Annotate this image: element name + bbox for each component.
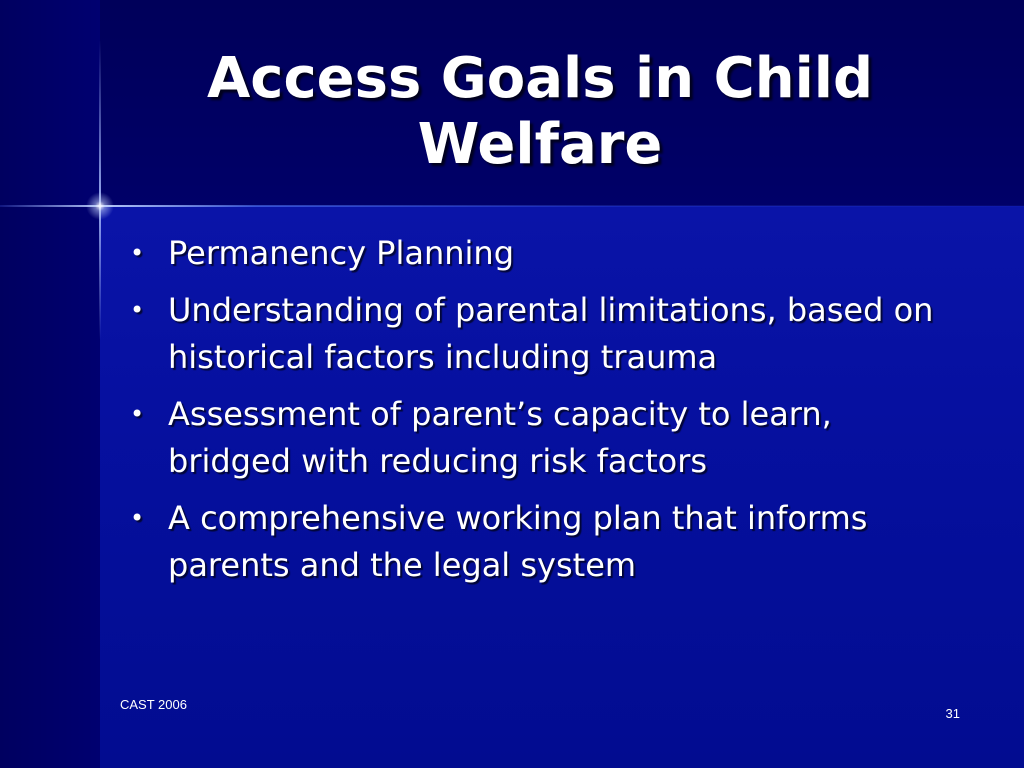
bullet-icon: • [130,296,145,324]
sparkle-star-icon [86,192,114,220]
page-number: 31 [945,706,960,721]
sparkle-vertical-line [99,40,101,340]
footer-text: CAST 2006 [120,697,187,712]
left-band-decoration [0,0,100,768]
bullet-icon: • [130,239,145,267]
bullet-icon: • [130,400,145,428]
bullet-icon: • [130,504,145,532]
bullet-item [130,230,960,277]
bullet-list [130,230,960,599]
bullet-item [130,391,960,485]
bullet-text: Assessment of parent’s capacity to learn, bridged with reducing risk factors [168,395,832,480]
bullet-text: A comprehensive working plan that informs parents and the legal system [168,499,868,584]
slide-title: Access Goals in Child Welfare [206,46,874,177]
bullet-text: Understanding of parental limitations, based on historical factors including trauma [168,291,934,376]
bullet-item [130,495,960,589]
bullet-item [130,287,960,381]
sparkle-horizontal-line [0,205,1024,207]
bullet-text: Permanency Planning [168,234,515,272]
